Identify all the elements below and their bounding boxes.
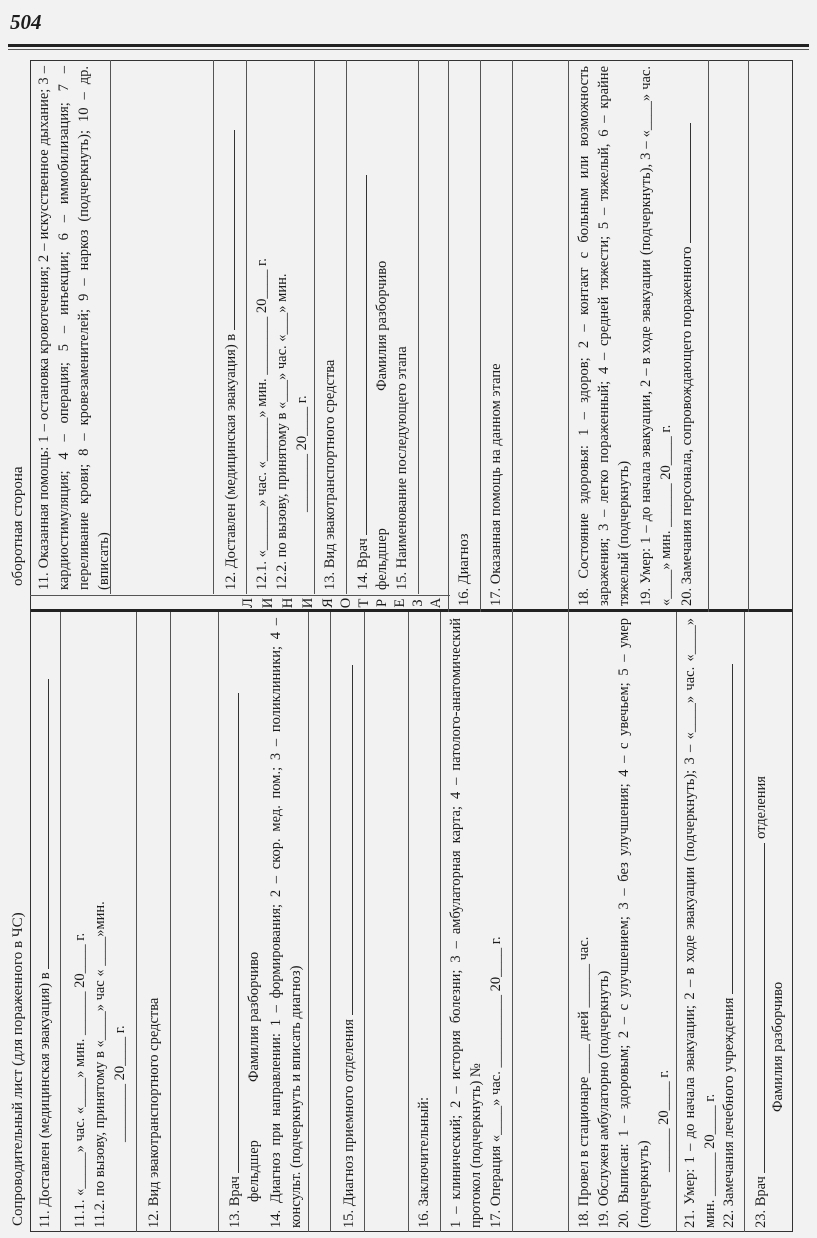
r-field-14-name-hint: Фамилия разборчиво (374, 260, 390, 391)
r-field-11-aid: 11. Оказанная помощь: 1 – остановка кровотечения; 2 – искусственное дыхание; 3 – кардиостимуляция; 4 – операция; 5 – инъекции; 6 – иммобилизация; 7 – переливание крови; 8 – кровезаменителей; 9 – наркоз (подчеркнуть); 10 – др. (вписать) (36, 66, 112, 590)
tear-off-label-strip (30, 596, 336, 612)
field-20-discharged: 20. Выписан: 1 – здоровым; 2 – с улучшением; 3 – без улучшения; 4 – с увечьем; 5 – умер (подчеркнуть) (616, 618, 652, 1228)
field-15-label: 15. Диагноз приемного отделения (341, 1019, 357, 1228)
field-18-stay: 18. Провел в стационаре ____ дней ______ час. (576, 936, 592, 1228)
field-11-blank[interactable] (34, 679, 49, 969)
divider (568, 60, 569, 612)
divider (136, 612, 137, 1232)
r-field-12-label: 12. Доставлен (медицинская эвакуация) в (223, 333, 239, 590)
field-22-remarks (718, 618, 739, 1228)
divider (676, 612, 677, 1232)
divider (308, 612, 309, 1232)
field-13-blank[interactable] (224, 693, 239, 1173)
strip-letter: А (428, 597, 444, 609)
strip-letter: И (300, 597, 316, 609)
field-13-name-hint: Фамилия разборчиво (246, 951, 262, 1082)
divider (408, 612, 409, 1232)
divider (346, 60, 347, 594)
strip-letter: Р (374, 598, 390, 608)
divider (364, 612, 365, 1232)
tear-off-label-strip-2 (338, 596, 444, 612)
divider (440, 612, 441, 1232)
strip-letter: И (260, 597, 276, 609)
divider (512, 612, 513, 1232)
r-field-13-transport: 13. Вид эвакотранспортного средства (322, 359, 338, 590)
divider (218, 612, 219, 1232)
strip-letter: Т (356, 598, 372, 608)
r-field-16-diagnosis: 16. Диагноз (456, 533, 472, 606)
r-field-12-2-date: ________ 20____ г. (294, 395, 310, 512)
field-13-paramedic: фельдшер (246, 1140, 262, 1202)
divider (170, 612, 171, 1232)
r-field-20-remarks (676, 66, 697, 606)
strip-letter: О (338, 597, 354, 609)
divider (330, 612, 331, 1232)
r-field-20-label: 20. Замечания персонала, сопровождающего пораженного (679, 246, 695, 606)
reverse-side (8, 60, 793, 612)
divider (314, 60, 315, 594)
field-11-2-date: ________ 20____ г. (112, 1025, 128, 1142)
r-field-12-2: 12.2. по вызову, принятому в «___» час. «___» мин. (274, 273, 290, 590)
r-field-20-blank[interactable] (676, 123, 691, 243)
header-rule (8, 44, 809, 47)
field-19-outpatient: 19. Обслужен амбулаторно (подчеркнуть) (596, 970, 612, 1228)
field-17-operation: 17. Операция «____» час. __________ 20____ г. (488, 936, 504, 1228)
divider (448, 60, 449, 612)
strip-letter: З (410, 599, 426, 607)
field-13-label: 13. Врач (227, 1176, 243, 1228)
r-field-14-paramedic (372, 66, 392, 590)
field-22-label: 22. Замечания лечебного учреждения (721, 997, 737, 1228)
field-11-delivered (34, 618, 55, 1228)
r-field-12-1: 12.1. «______» час. «______» мин. ________ 20____ г. (254, 258, 270, 590)
r-field-14-label: 14. Врач (355, 538, 371, 590)
divider (213, 60, 214, 594)
field-23-blank[interactable] (750, 843, 765, 1173)
field-23-name-hint: Фамилия разборчиво (770, 981, 786, 1112)
field-21-died: 21. Умер: 1 – до начала эвакуации; 2 – в ходе эвакуации (подчеркнуть); 3 – «____» час. «____» мин. ______ 20____ г. (682, 618, 718, 1228)
strip-separator (30, 595, 450, 596)
divider (60, 612, 61, 1232)
front-title: Сопроводительный лист (для пораженного в ЧС) (10, 912, 26, 1226)
strip-letter: Е (392, 598, 408, 608)
field-11-1: 11.1. «_____» час. «____» мин. ______ 20____ г. (72, 932, 88, 1228)
field-16-sources: 1 – клинический; 2 – история болезни; 3 – амбулаторная карта; 4 – патолого-анатомический протокол (подчеркнуть) № (448, 618, 484, 1228)
divider (744, 612, 745, 1232)
field-14-diagnosis-referral: 14. Диагноз при направлении: 1 – формирования; 2 – скор. мед. пом.; 3 – поликлиники; 4 – консульт. (подчеркнуть и вписать диагноз) (268, 618, 304, 1228)
strip-letter: Я (320, 598, 336, 608)
divider (246, 60, 247, 594)
strip-letter: Л (240, 598, 256, 608)
field-22-blank[interactable] (718, 664, 733, 994)
r-field-15-next-stage: 15. Наименование последующего этапа (394, 346, 410, 590)
r-field-14-feld: фельдшер (374, 528, 390, 590)
divider (568, 612, 569, 1232)
field-13-doctor (224, 618, 245, 1228)
divider (418, 60, 419, 594)
field-15-admission-diagnosis (338, 618, 359, 1228)
r-field-17-aid-stage: 17. Оказанная помощь на данном этапе (488, 363, 504, 606)
field-15-blank[interactable] (338, 665, 353, 1015)
rotated-form (8, 60, 793, 1232)
front-side (8, 612, 793, 1232)
field-11-label: 11. Доставлен (медицинская эвакуация) в (37, 972, 53, 1228)
r-field-18-health-state: 18. Состояние здоровья: 1 – здоров; 2 – контакт с больным или возможность заражения; 3 – легко пораженный; 4 – средней тяжести; 5 – тяжелый, 6 – крайне тяжелый (подчеркнуть) (576, 66, 632, 606)
divider (748, 60, 749, 612)
field-23-label: 23. Врач (753, 1176, 769, 1228)
divider (708, 60, 709, 612)
page-number: 504 (10, 10, 42, 34)
r-field-14-doctor (352, 66, 373, 590)
r-field-19-died: 19. Умер: 1 – до начала эвакуации, 2 – в ходе эвакуации (подчеркнуть), 3 – «____» час. «____» мин. ______ 20____ г. (638, 66, 674, 606)
r-field-12-blank[interactable] (220, 130, 235, 330)
strip-letter: Н (280, 597, 296, 609)
header-rule-thin (8, 49, 809, 50)
field-11-2: 11.2. по вызову, принятому в «____» час « ____»мин. (92, 901, 108, 1228)
field-23-doctor (750, 618, 771, 1228)
divider (110, 60, 111, 594)
reverse-title: оборотная сторона (10, 466, 26, 586)
divider (512, 60, 513, 612)
r-field-12-delivered (220, 66, 241, 590)
r-field-14-blank[interactable] (352, 175, 367, 535)
field-23-department: отделения (753, 776, 769, 839)
field-16-final: 16. Заключительный: (416, 1097, 432, 1228)
field-20-date: ______ 20____ г. (656, 1069, 672, 1172)
divider (480, 60, 481, 612)
field-12-transport: 12. Вид эвакотранспортного средства (146, 997, 162, 1228)
